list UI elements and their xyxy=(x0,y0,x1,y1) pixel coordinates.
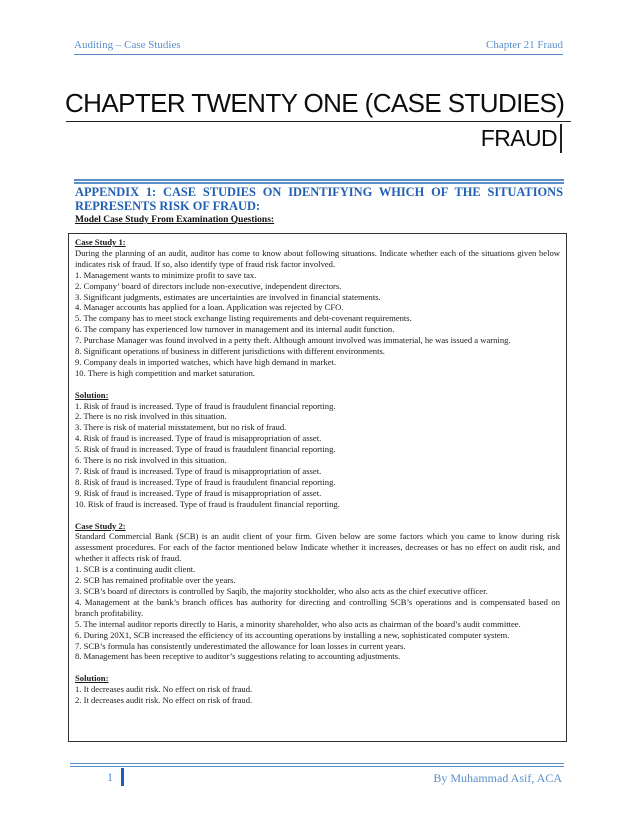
case2-item: 7. SCB’s formula has consistently underestimated the allowance for loan losses in current years. xyxy=(75,640,406,651)
case1-item: 3. Significant judgments, estimates are uncertainties are involved in financial statements. xyxy=(75,291,381,302)
case1-solution-item: 1. Risk of fraud is increased. Type of fraud is fraudulent financial reporting. xyxy=(75,400,336,411)
chapter-title: CHAPTER TWENTY ONE (CASE STUDIES) xyxy=(65,88,565,118)
header-left-title: Auditing – Case Studies xyxy=(74,39,181,51)
case1-item: 1. Management wants to minimize profit to save tax. xyxy=(75,269,257,280)
case1-item: 9. Company deals in imported watches, which have high demand in market. xyxy=(75,356,337,367)
case2-item: 5. The internal auditor reports directly to Haris, a minority shareholder, who also acts as chairman of the board’s audit committee. xyxy=(75,618,521,629)
case1-solution-item: 9. Risk of fraud is increased. Type of fraud is misappropriation of asset. xyxy=(75,487,322,498)
case1-item: 8. Significant operations of business in different jurisdictions with different environments. xyxy=(75,346,385,357)
case2-solution-item: 2. It decreases audit risk. No effect on risk of fraud. xyxy=(75,695,253,706)
footer-rule xyxy=(70,763,564,764)
case1-item: 6. The company has experienced low turnover in management and its internal audit function. xyxy=(75,324,395,335)
page-header xyxy=(74,39,563,55)
case1-solution-item: 2. There is no risk involved in this situation. xyxy=(75,411,227,422)
case1-solution-heading: Solution: xyxy=(75,389,109,400)
case2-item: 6. During 20X1, SCB increased the efficiency of its accounting operations by installing a new, sophisticated computer system. xyxy=(75,629,510,640)
model-case-heading: Model Case Study From Examination Questions: xyxy=(75,215,275,225)
case1-intro: During the planning of an audit, auditor has come to know about following situations. Indicate whether each of the situations given below indicates risk of fraud. If so, also identify type of fraud risk factor involved. xyxy=(75,247,560,269)
case2-item: 2. SCB has remained profitable over the years. xyxy=(75,575,236,586)
case1-solution-item: 7. Risk of fraud is increased. Type of fraud is misappropriation of asset. xyxy=(75,466,322,477)
case2-item: 3. SCB’s board of directors is controlled by Saqib, the majority stockholder, who also acts as the chief executive officer. xyxy=(75,585,488,596)
footer-rule-2 xyxy=(70,766,564,767)
case2-heading: Case Study 2: xyxy=(75,520,126,531)
case2-solution-item: 1. It decreases audit risk. No effect on risk of fraud. xyxy=(75,684,253,695)
case1-solution-item: 8. Risk of fraud is increased. Type of fraud is fraudulent financial reporting. xyxy=(75,476,336,487)
page-number: 1 xyxy=(107,768,124,786)
case1-solution-item: 5. Risk of fraud is increased. Type of fraud is fraudulent financial reporting. xyxy=(75,444,336,455)
appendix-heading: APPENDIX 1: CASE STUDIES ON IDENTIFYING WHICH OF THE SITUATIONS REPRESENTS RISK OF FRAUD: xyxy=(75,185,563,213)
case1-item: 5. The company has to meet stock exchange listing requirements and debt-covenant requirements. xyxy=(75,313,412,324)
case2-item: 1. SCB is a continuing audit client. xyxy=(75,564,196,575)
author-credit: By Muhammad Asif, ACA xyxy=(433,771,562,785)
case1-solution-item: 4. Risk of fraud is increased. Type of fraud is misappropriation of asset. xyxy=(75,433,322,444)
case1-solution-item: 6. There is no risk involved in this situation. xyxy=(75,455,227,466)
appendix-top-rule-2 xyxy=(74,182,564,184)
case1-item: 10. There is high competition and market saturation. xyxy=(75,367,256,378)
case1-item: 7. Purchase Manager was found involved in a petty theft. Although amount involved was immaterial, he was issued a warning. xyxy=(75,335,511,346)
case1-heading: Case Study 1: xyxy=(75,237,126,247)
case1-item: 4. Manager accounts has applied for a loan. Application was rejected by CFO. xyxy=(75,302,344,313)
case1-item: 2. Company’ board of directors include non-executive, independent directors. xyxy=(75,280,342,291)
case-study-box xyxy=(68,233,567,742)
case2-intro: Standard Commercial Bank (SCB) is an audit client of your firm. Given below are some factors which you came to know during risk assessment procedures. For each of the factor mentioned below Indicate whether it increases, decreases or has no effect on audit risk, and whether it affects risk of fraud. xyxy=(75,531,560,564)
case2-item: 8. Management has been receptive to auditor’s suggestions relating to accounting adjustments. xyxy=(75,651,401,662)
case2-item: 4. Management at the bank’s branch offices has authority for directing and controlling SCB’s operations and is compensated based on branch profitability. xyxy=(75,596,560,618)
title-divider xyxy=(66,121,571,122)
fraud-title: FRAUD xyxy=(481,124,562,153)
case1-solution-item: 3. There is risk of material misstatement, but no risk of fraud. xyxy=(75,422,287,433)
case2-solution-heading: Solution: xyxy=(75,673,109,684)
appendix-top-rule xyxy=(74,179,564,181)
case1-solution-item: 10. Risk of fraud is increased. Type of fraud is fraudulent financial reporting. xyxy=(75,498,340,509)
header-right-title: Chapter 21 Fraud xyxy=(486,39,563,51)
